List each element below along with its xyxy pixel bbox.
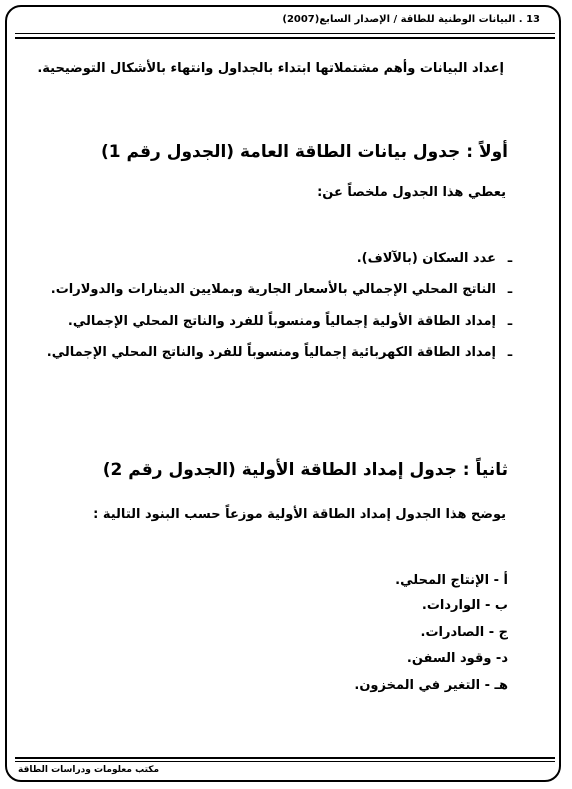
bullet-text: إمداد الطاقة الكهربائية إجمالياً ومنسوباً للفرد والناتج المحلي الإجمالي.: [46, 345, 496, 360]
bullet-text: عدد السكان (بالآلاف).: [356, 251, 496, 266]
header-rule-thick: [15, 37, 555, 39]
section2-subtext: يوضح هذا الجدول إمداد الطاقة الأولية موزعاً حسب البنود التالية :: [93, 507, 506, 522]
section1-bullet: [34, 345, 524, 360]
bullet-marker: ـ: [507, 251, 513, 266]
bullet-marker: ـ: [507, 345, 513, 360]
section1-bullet: [34, 314, 524, 329]
bullet-marker: ـ: [507, 314, 513, 329]
bullet-marker: ـ: [507, 282, 513, 297]
section2-item: ج - الصادرات.: [420, 625, 508, 640]
section1-subtext: يعطي هذا الجدول ملخصاً عن:: [317, 185, 506, 200]
section2-item: أ - الإنتاج المحلي.: [395, 573, 508, 588]
bullet-text: إمداد الطاقة الأولية إجمالياً ومنسوباً للفرد والناتج المحلي الإجمالي.: [67, 314, 496, 329]
section2-heading: ثانياً : جدول إمداد الطاقة الأولية (الجدول رقم 2): [102, 460, 508, 480]
footer-rule-thin: [15, 761, 555, 762]
section2-item: د- وقود السفن.: [406, 651, 508, 666]
section1-bullet: [34, 282, 524, 297]
section1-heading: أولاً : جدول بيانات الطاقة العامة (الجدول رقم 1): [100, 142, 508, 162]
section2-item: ب - الواردات.: [421, 598, 508, 613]
header-rule-thin: [15, 33, 555, 34]
page-header: 13 . البيانات الوطنية للطاقة / الإصدار السابع(2007): [282, 14, 540, 25]
section1-bullet: [34, 251, 524, 266]
page-footer: مكتب معلومات ودراسات الطاقة: [18, 765, 160, 775]
intro-paragraph: إعداد البيانات وأهم مشتملاتها ابتداء بالجداول وانتهاء بالأشكال التوضيحية.: [37, 61, 504, 76]
footer-rule-thick: [15, 757, 555, 759]
bullet-text: الناتج المحلي الإجمالي بالأسعار الجارية وبملايين الدينارات والدولارات.: [50, 282, 496, 297]
section2-item: هـ - التغير في المخزون.: [354, 678, 508, 693]
